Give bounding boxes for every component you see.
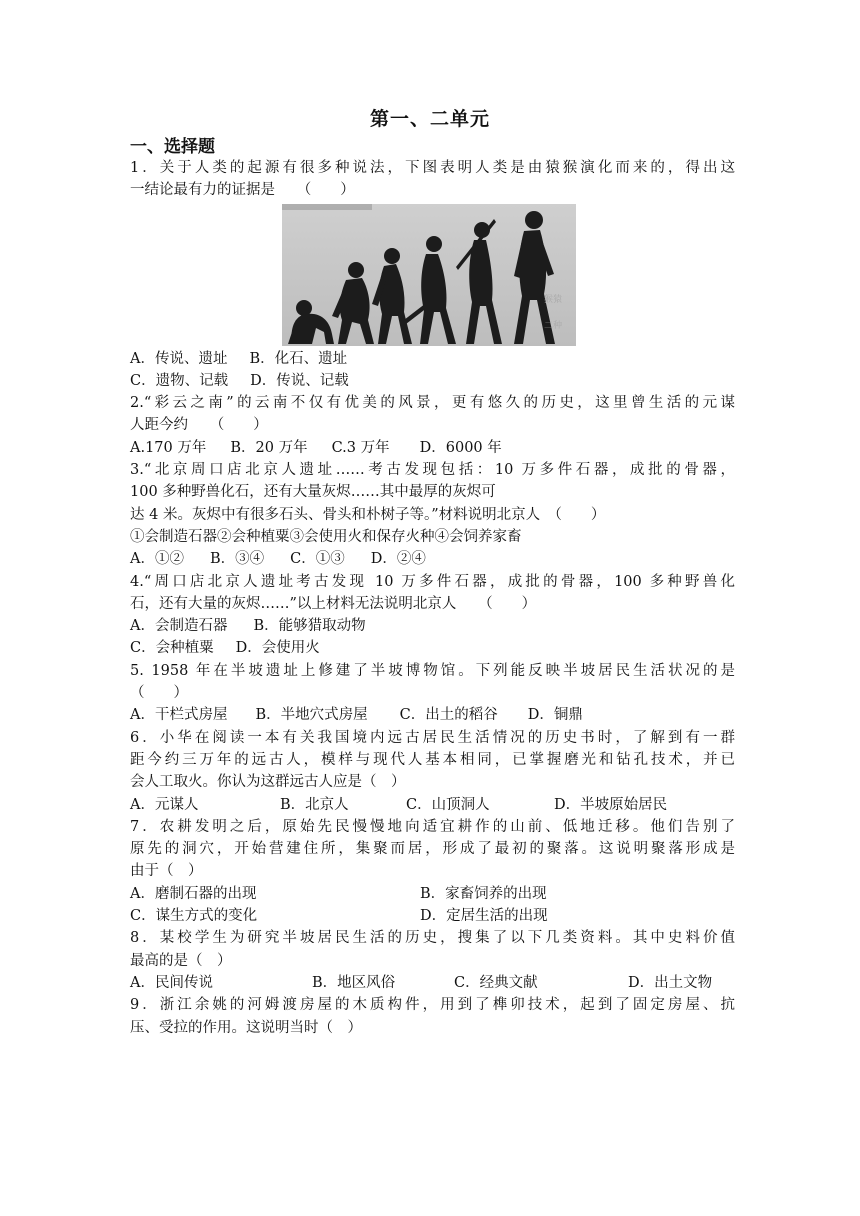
q4-text-line-1: 4.“周口店北京人遗址考古发现 10 万多件石器，成批的骨器，100 多种野兽化	[130, 573, 735, 590]
q5-option-c: C．出土的稻谷	[399, 707, 498, 724]
q1-options-row-1	[130, 348, 735, 370]
q8-option-c: C．经典文献	[454, 974, 538, 991]
human-evolution-figure	[282, 204, 576, 346]
q5-text-line-2: （ ）	[130, 685, 188, 702]
q6-text-line-2: 距今约三万年的远古人，模样与现代人基本相同，已掌握磨光和钻孔技术，并已	[130, 751, 735, 768]
q6-text-line-3: 会人工取火。你认为这群远古人应是（ ）	[130, 774, 406, 791]
q3-option-d: D．②④	[370, 551, 426, 568]
q7-options-row-2	[130, 905, 735, 927]
q6-option-b: B．北京人	[280, 796, 349, 813]
q2-options	[130, 437, 735, 459]
q2-option-c: C.3 万年	[331, 439, 390, 456]
q7-option-c: C．谋生方式的变化	[130, 908, 258, 925]
q2-option-b: B．20 万年	[230, 439, 308, 456]
q2-text-line-2: 人距今约 （ ）	[130, 417, 268, 434]
q3-option-b: B．③④	[209, 551, 265, 568]
q1-text-line-1: 1．关于人类的起源有很多种说法，下图表明人类是由猿猴演化而来的，得出这	[130, 160, 735, 176]
q2-text-line-1: 2.“彩云之南”的云南不仅有优美的风景，更有悠久的历史，这里曾生活的元谋	[130, 395, 735, 412]
q8-option-b: B．地区风俗	[312, 974, 396, 991]
q4-option-a: A．会制造石器	[130, 618, 228, 635]
q9-text-line-2: 压、受拉的作用。这说明当时（ ）	[130, 1019, 362, 1036]
q5-options	[130, 704, 735, 726]
q5-option-d: D．铜鼎	[527, 707, 583, 724]
q2-option-a: A.170 万年	[130, 439, 207, 456]
q5-text-line-1: 5. 1958 年在半坡遗址上修建了半坡博物馆。下列能反映半坡居民生活状况的是	[130, 662, 735, 679]
q3-text-line-4: ①会制造石器②会种植粟③会使用火和保存火种④会饲养家畜	[130, 528, 522, 545]
q1-options-row-2	[130, 370, 735, 392]
q8-option-a: A．民间传说	[130, 974, 213, 991]
q7-options-row-1	[130, 883, 735, 905]
q1-option-c: C．遗物、记载	[130, 372, 229, 389]
figure-faint-caption: 二种	[544, 320, 563, 331]
q1-option-d: D．传说、记载	[250, 372, 349, 389]
q3-option-c: C．①③	[290, 551, 345, 568]
q3-options	[130, 548, 735, 570]
q6-text-line-1: 6．小华在阅读一本有关我国境内远古居民生活情况的历史书时，了解到有一群	[130, 729, 735, 746]
q3-text-line-2: 100 多种野兽化石，还有大量灰烬……其中最厚的灰烬可	[130, 484, 496, 501]
q5-option-a: A．干栏式房屋	[130, 707, 228, 724]
page-title: 第一、二单元	[369, 108, 490, 130]
q7-text-line-2: 原先的洞穴，开始营建住所，集聚而居，形成了最初的聚落。这说明聚落形成是	[130, 841, 735, 858]
q3-text-line-1: 3.“北京周口店北京人遗址……考古发现包括：10 万多件石器，成批的骨器，	[130, 462, 735, 479]
q7-option-a: A．磨制石器的出现	[130, 885, 257, 902]
q8-options	[130, 972, 735, 994]
q8-option-d: D．出土文物	[628, 974, 713, 991]
q3-text-line-3: 达 4 米。灰烬中有很多石头、骨头和朴树子等。”材料说明北京人 （ ）	[130, 506, 606, 523]
q4-option-b: B．能够猎取动物	[253, 618, 366, 635]
q1-text-line-2: 一结论最有力的证据是 （ ）	[130, 182, 355, 199]
q7-text-line-1: 7．农耕发明之后，原始先民慢慢地向适宜耕作的山前、低地迁移。他们告别了	[130, 818, 735, 835]
q7-option-d: D．定居生活的出现	[420, 908, 548, 925]
svg-text:猴猿: 猴猿	[544, 294, 563, 305]
q7-text-line-3: 由于（ ）	[130, 863, 203, 880]
q6-option-a: A．元谋人	[130, 796, 199, 813]
human-evolution-silhouette-image	[282, 204, 576, 346]
q4-option-c: C．会种植粟	[130, 640, 214, 657]
questions-content	[130, 157, 735, 1039]
q1-option-b: B．化石、遗址	[249, 350, 348, 367]
q4-option-d: D．会使用火	[235, 640, 320, 657]
q4-options-row-2	[130, 637, 735, 659]
q6-options	[130, 794, 735, 816]
q4-options-row-1	[130, 615, 735, 637]
q6-option-c: C．山顶洞人	[406, 796, 490, 813]
q8-text-line-1: 8．某校学生为研究半坡居民生活的历史，搜集了以下几类资料。其中史料价值	[130, 930, 735, 947]
q3-option-a: A．①②	[130, 551, 184, 568]
q4-text-line-2: 石，还有大量的灰烬……”以上材料无法说明北京人 （ ）	[130, 595, 537, 612]
q1-option-a: A．传说、遗址	[130, 350, 228, 367]
q2-option-d: D．6000 年	[419, 439, 502, 456]
q9-text-line-1: 9．浙江余姚的河姆渡房屋的木质构件，用到了榫卯技术，起到了固定房屋、抗	[130, 997, 735, 1014]
q6-option-d: D．半坡原始居民	[554, 796, 668, 813]
section-heading: 一、选择题	[130, 137, 215, 157]
q8-text-line-2: 最高的是（ ）	[130, 952, 232, 969]
q7-option-b: B．家畜饲养的出现	[420, 885, 547, 902]
q5-option-b: B．半地穴式房屋	[255, 707, 368, 724]
